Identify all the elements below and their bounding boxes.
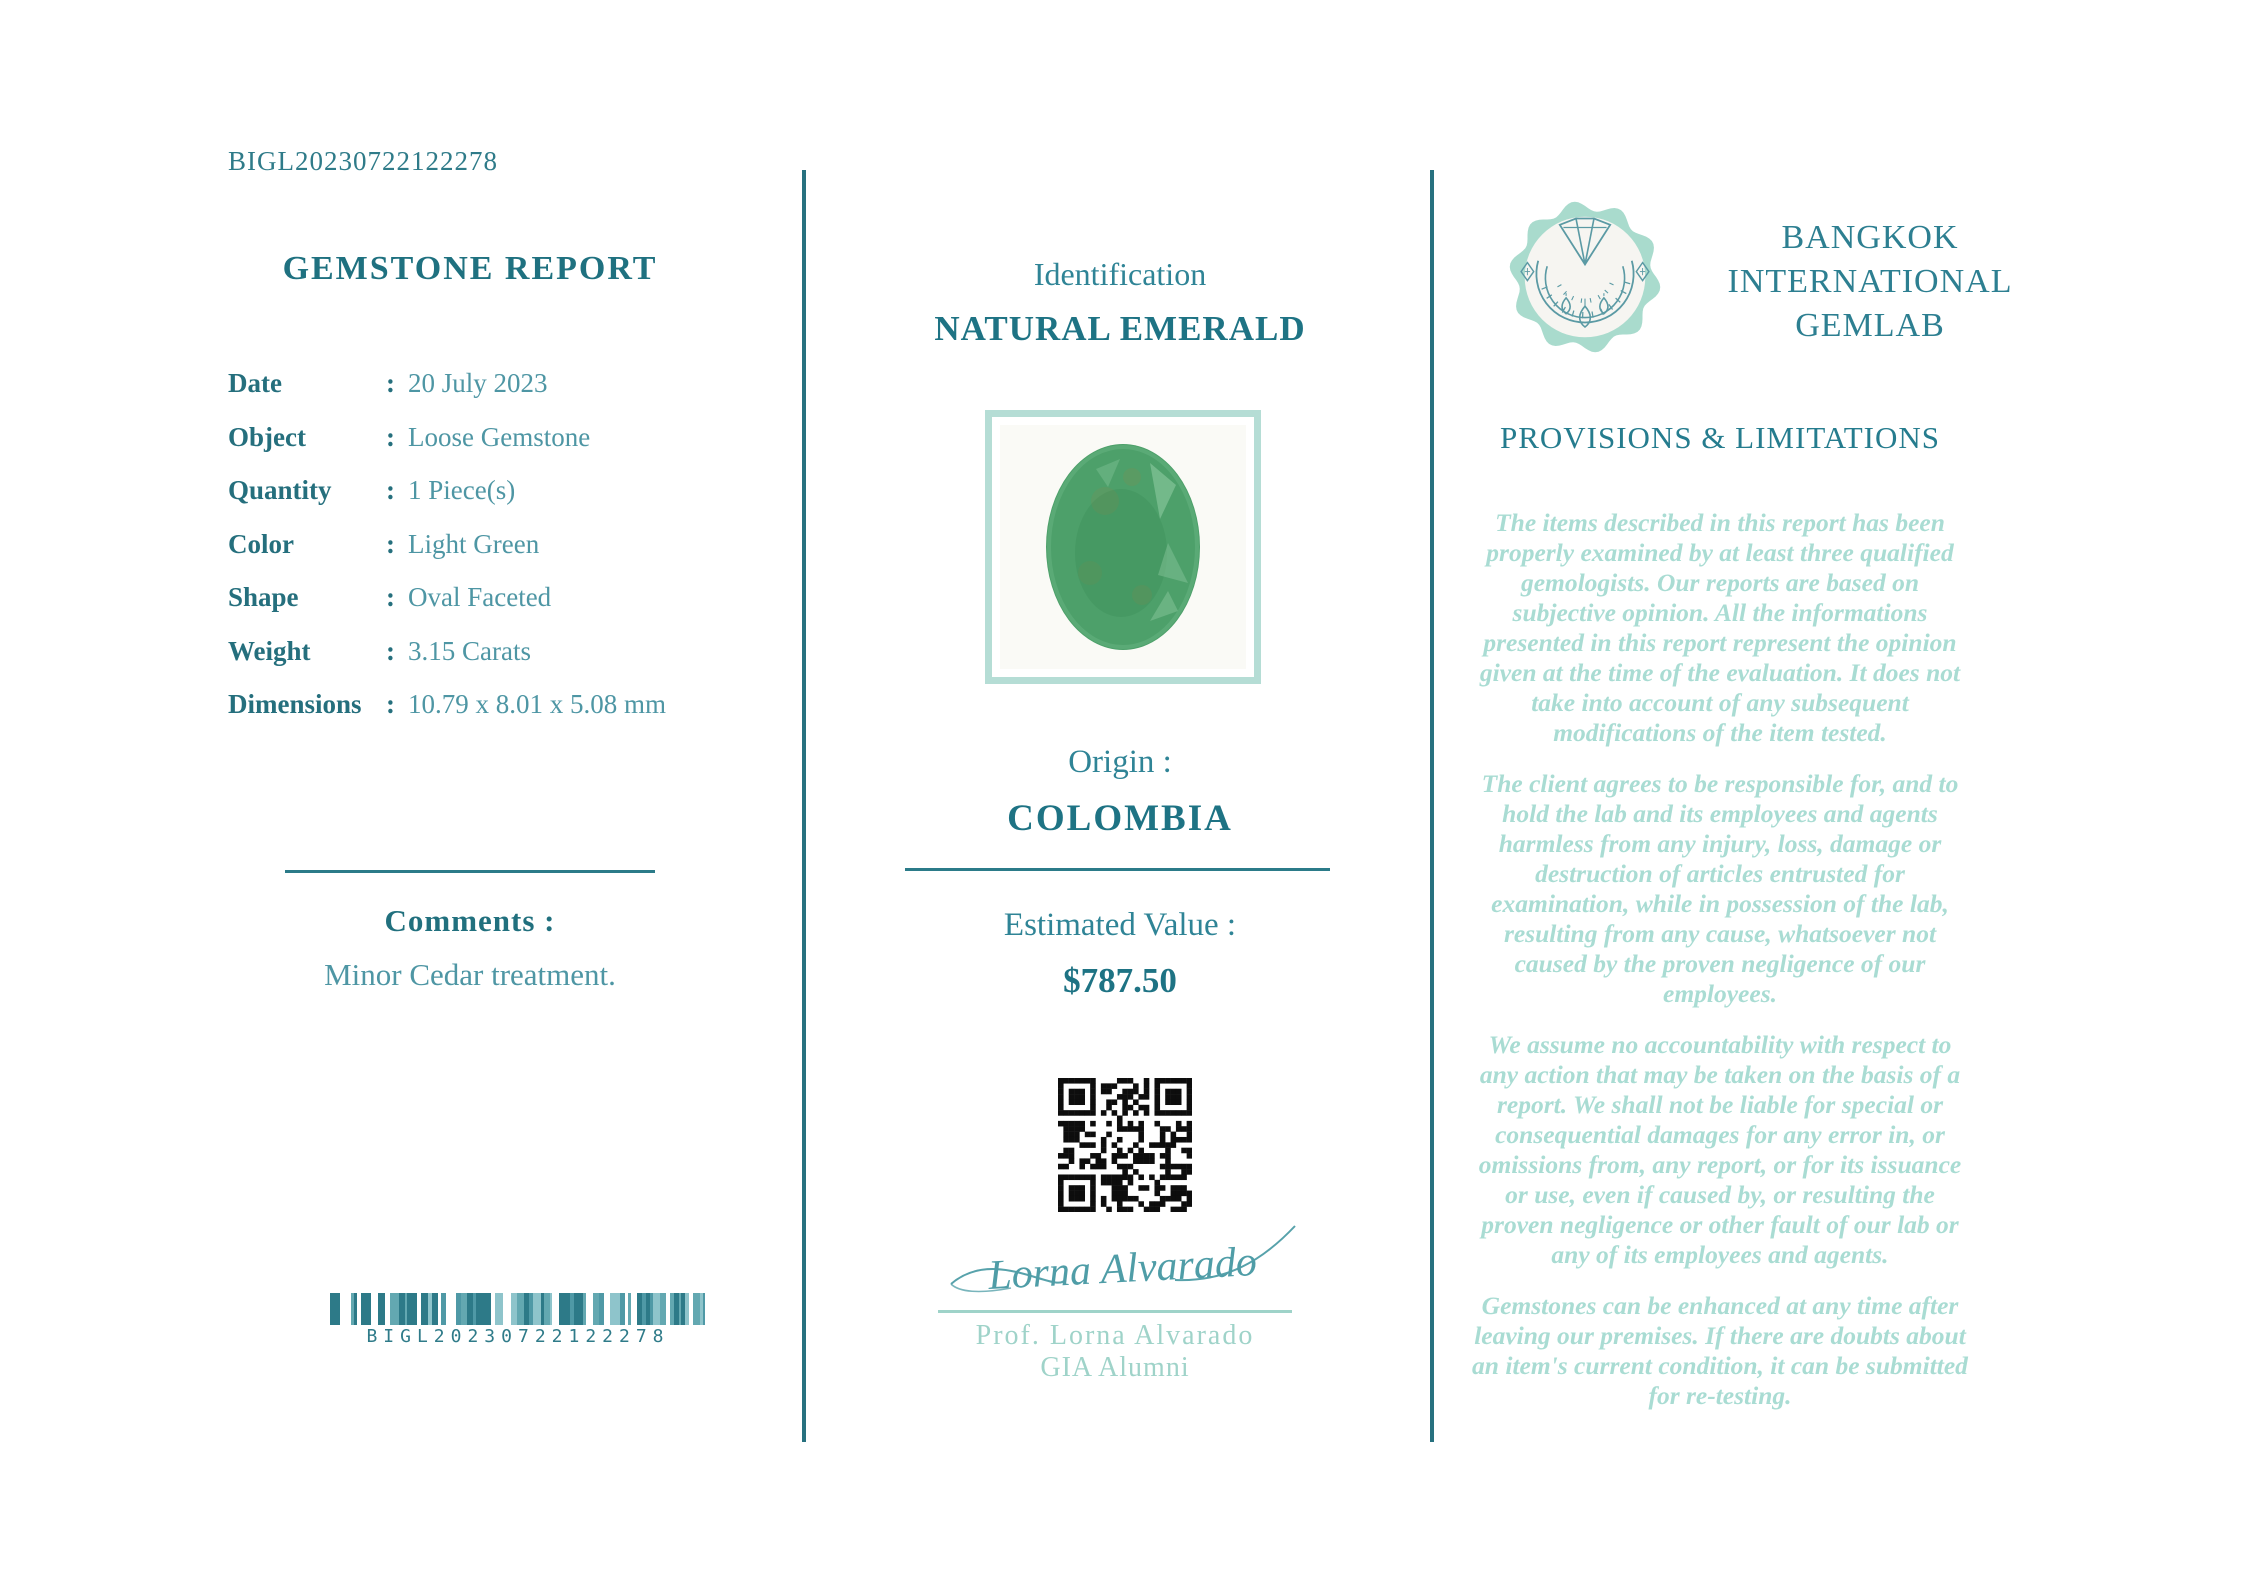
field-colon: : bbox=[386, 528, 395, 559]
comments-text: Minor Cedar treatment. bbox=[324, 957, 616, 992]
gemstone-photo-frame bbox=[985, 410, 1261, 684]
field-value-date: 20 July 2023 bbox=[408, 368, 548, 398]
identification-label: Identification bbox=[1033, 256, 1207, 292]
qr-code bbox=[1058, 1078, 1192, 1212]
field-colon: : bbox=[386, 689, 395, 719]
field-value-dimensions: 10.79 x 8.01 x 5.08 mm bbox=[408, 689, 667, 719]
provision-paragraph-3: We assume no accountability with respect to any action that may be taken on the basis of a report. We shall not be liable for special or consequential damages for any error in, or omissions from, any report, or for its issuance or use, even if caused by, or resulting the proven negligence or other fault of our lab or any of its employees and agents. bbox=[1478, 1030, 1962, 1269]
field-colon: : bbox=[386, 475, 395, 505]
field-colon: : bbox=[386, 635, 395, 666]
provision-paragraph-4: Gemstones can be enhanced at any time after leaving our premises. If there are doubts about an item's current condition, it can be submitted for re-testing. bbox=[1472, 1291, 1968, 1410]
signatory-name: Prof. Lorna Alvarado bbox=[975, 1320, 1255, 1351]
table-row bbox=[228, 422, 788, 476]
signature-line bbox=[938, 1310, 1292, 1313]
signature-name-text: Lorna Alvarado bbox=[987, 1239, 1258, 1300]
column-divider-left bbox=[802, 170, 806, 1442]
field-colon: : bbox=[386, 582, 395, 612]
table-row bbox=[228, 529, 788, 583]
table-row bbox=[228, 475, 788, 529]
estimated-value-label: Estimated Value : bbox=[1003, 907, 1237, 943]
field-label-date: Date bbox=[228, 368, 282, 398]
field-value-weight: 3.15 Carats bbox=[408, 635, 531, 666]
origin-label: Origin : bbox=[1068, 744, 1172, 780]
report-number: BIGL20230722122278 bbox=[228, 146, 498, 176]
field-label-color: Color bbox=[228, 528, 294, 559]
field-label-weight: Weight bbox=[228, 635, 311, 666]
emerald-image bbox=[1000, 425, 1246, 669]
field-colon: : bbox=[386, 421, 395, 452]
signature-script bbox=[945, 1218, 1301, 1314]
field-label-dimensions: Dimensions bbox=[228, 689, 362, 719]
field-colon: : bbox=[386, 368, 395, 398]
field-value-quantity: 1 Piece(s) bbox=[408, 475, 516, 505]
lab-name-line-3: GEMLAB bbox=[1795, 307, 1945, 344]
gemstone-report-title: GEMSTONE REPORT bbox=[282, 250, 658, 287]
provisions-title: PROVISIONS & LIMITATIONS bbox=[1499, 420, 1941, 455]
field-label-object: Object bbox=[228, 421, 306, 452]
identification-value: NATURAL EMERALD bbox=[934, 309, 1306, 348]
origin-value: COLOMBIA bbox=[1007, 798, 1233, 839]
column-divider-right bbox=[1430, 170, 1434, 1442]
gemlab-seal-logo-icon bbox=[1504, 196, 1666, 358]
gemstone-photo bbox=[1000, 425, 1246, 669]
barcode-text: BIGL20230722122278 bbox=[366, 1326, 670, 1347]
provision-paragraph-1: The items described in this report has been properly examined by at least three qualified gemologists. Our reports are based on subjective opinion. All the informations presented in this report represent the opinion given at the time of the evaluation. It does not take into account of any subsequent modifications of the item tested. bbox=[1479, 508, 1961, 747]
signatory-credential: GIA Alumni bbox=[1040, 1352, 1190, 1383]
field-value-object: Loose Gemstone bbox=[408, 421, 591, 452]
table-row bbox=[228, 582, 788, 636]
lab-name-line-2: INTERNATIONAL bbox=[1727, 263, 2013, 300]
comments-title: Comments : bbox=[384, 903, 556, 938]
field-label-shape: Shape bbox=[228, 582, 299, 612]
field-label-quantity: Quantity bbox=[228, 475, 332, 505]
lab-name bbox=[1690, 216, 2050, 348]
table-row bbox=[228, 368, 788, 422]
barcode bbox=[322, 1293, 714, 1347]
table-row bbox=[228, 636, 788, 690]
gemstone-fields-table bbox=[228, 368, 788, 743]
value-divider-line bbox=[905, 868, 1330, 871]
estimated-value-amount: $787.50 bbox=[1063, 961, 1177, 1000]
field-value-color: Light Green bbox=[408, 528, 540, 559]
barcode-bars bbox=[322, 1293, 714, 1325]
table-row bbox=[228, 689, 788, 743]
lab-name-line-1: BANGKOK bbox=[1781, 219, 1959, 256]
field-value-shape: Oval Faceted bbox=[408, 582, 552, 612]
comments-divider-line bbox=[285, 870, 655, 873]
provision-paragraph-2: The client agrees to be responsible for, and to hold the lab and its employees and agents harmless from any injury, loss, damage or destruction of articles entrusted for examination, while in possession of the lab, resulting from any cause, whatsoever not caused by the proven negligence of our employees. bbox=[1481, 769, 1959, 1008]
provisions-body bbox=[1468, 508, 1972, 1432]
